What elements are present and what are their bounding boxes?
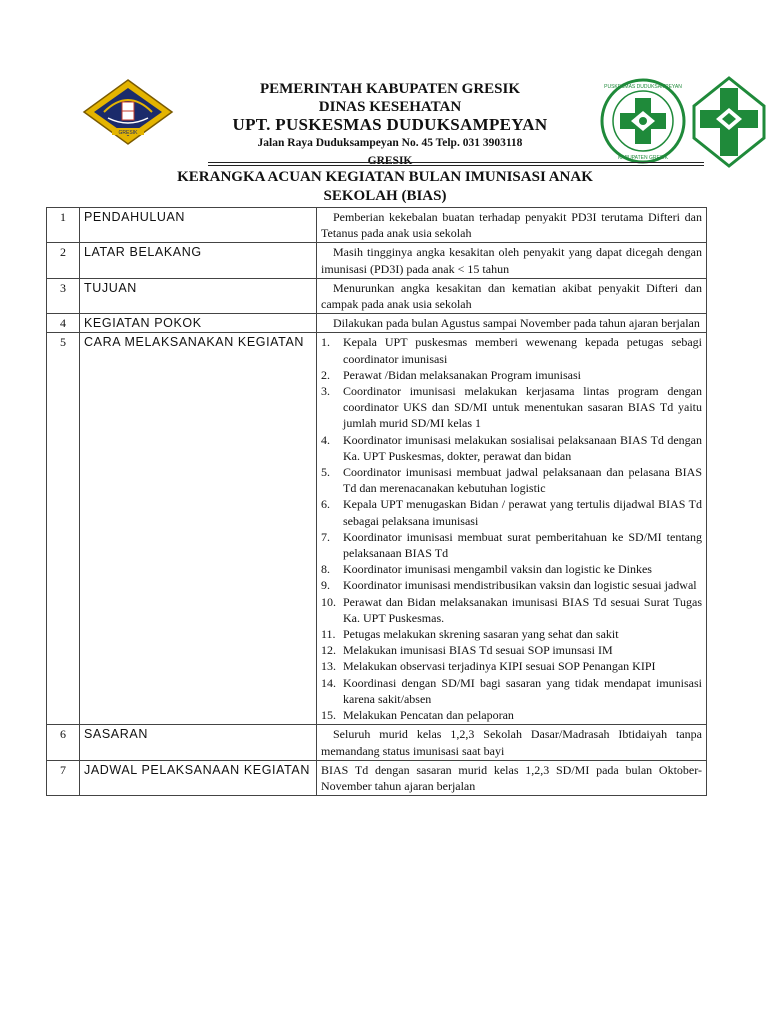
list-item: [321, 432, 702, 464]
step-text: Perawat dan Bidan melaksanakan imunisasi BIAS Td sesuai Surat Tugas Ka. UPT Puskesmas.: [343, 594, 702, 625]
step-number: 14.: [321, 675, 336, 690]
row-number: 3: [47, 278, 80, 313]
list-item: [321, 383, 702, 432]
header-divider-thin: [208, 165, 704, 166]
kak-table: [46, 207, 707, 796]
step-number: 9.: [321, 578, 330, 593]
row-content: Seluruh murid kelas 1,2,3 Sekolah Dasar/Madrasah Ibtidaiyah tanpa memandang status imunisasi saat bayi: [317, 725, 707, 760]
step-number: 10.: [321, 594, 336, 609]
row-number: 4: [47, 314, 80, 333]
row-content: Masih tingginya angka kesakitan oleh penyakit yang dapat dicegah dengan imunisasi (PD3I) pada anak < 15 tahun: [317, 243, 707, 278]
row-label: JADWAL PELAKSANAAN KEGIATAN: [80, 760, 317, 795]
letterhead: [180, 80, 600, 170]
table-row: [47, 278, 707, 313]
puskesmas-cross-logo: [692, 76, 766, 168]
row-content: Pemberian kekebalan buatan terhadap penyakit PD3I terutama Difteri dan Tetanus pada anak usia sekolah: [317, 208, 707, 243]
step-number: 3.: [321, 384, 330, 399]
puskesmas-name: UPT. PUSKESMAS DUDUKSAMPEYAN: [232, 115, 548, 134]
list-item: [321, 675, 702, 707]
step-text: Koordinator imunisasi membuat surat pemberitahuan ke SD/MI tentang pelaksanaan BIAS Td: [343, 529, 702, 561]
row-number: 2: [47, 243, 80, 278]
list-item: [321, 658, 702, 674]
step-number: 7.: [321, 529, 330, 544]
step-text: Petugas melakukan skrening sasaran yang sehat dan sakit: [343, 627, 619, 642]
row-content: Menurunkan angka kesakitan dan kematian akibat penyakit Difteri dan campak pada anak usia sekolah: [317, 278, 707, 313]
step-number: 5.: [321, 465, 330, 480]
document-title: [100, 168, 670, 206]
list-item: [321, 367, 702, 383]
step-number: 6.: [321, 497, 330, 512]
table-row: [47, 314, 707, 333]
list-item: [321, 561, 702, 577]
step-number: 13.: [321, 659, 336, 674]
table-row: [47, 243, 707, 278]
step-text: Melakukan imunisasi BIAS Td sesuai SOP imunsasi IM: [343, 643, 613, 658]
list-item: [321, 707, 702, 723]
step-text: Koordinator imunisasi melakukan sosialisai pelaksanaan BIAS Td dengan Ka. UPT Puskesmas, dokter, perawat dan bidan: [343, 432, 702, 463]
row-label: TUJUAN: [80, 278, 317, 313]
table-row: [47, 208, 707, 243]
list-item: [321, 626, 702, 642]
table-row: [47, 333, 707, 725]
row-label: SASARAN: [80, 725, 317, 760]
address: Jalan Raya Duduksampeyan No. 45 Telp. 031 3903118: [257, 137, 523, 149]
list-item: [321, 594, 702, 626]
gresik-emblem-logo: [82, 78, 174, 146]
list-item: [321, 529, 702, 561]
list-item: [321, 642, 702, 658]
step-number: 12.: [321, 643, 336, 658]
row-label: CARA MELAKSANAKAN KEGIATAN: [80, 333, 317, 725]
list-item: [321, 464, 702, 496]
list-item: [321, 577, 702, 593]
row-label: LATAR BELAKANG: [80, 243, 317, 278]
row-number: 5: [47, 333, 80, 725]
step-number: 8.: [321, 562, 330, 577]
row-number: 7: [47, 760, 80, 795]
procedure-steps: [321, 334, 702, 723]
row-content: [317, 333, 707, 725]
step-text: Kepala UPT menugaskan Bidan / perawat yang tertulis dijadwal BIAS Td sebagai pelaksana imunisasi: [343, 497, 702, 528]
puskesmas-seal-logo: [600, 78, 686, 164]
row-content: Dilakukan pada bulan Agustus sampai November pada tahun ajaran berjalan: [317, 314, 707, 333]
table-row: [47, 760, 707, 795]
step-text: Koordinator imunisasi mendistribusikan vaksin dan logistic sesuai jadwal: [343, 578, 697, 593]
step-text: Koordinasi dengan SD/MI bagi sasaran yang tidak mendapat imunisasi karena sakit/absen: [343, 675, 702, 706]
step-text: Melakukan observasi terjadinya KIPI sesuai SOP Penangan KIPI: [343, 659, 656, 674]
step-text: Perawat /Bidan melaksanakan Program imunisasi: [343, 367, 581, 382]
row-number: 6: [47, 725, 80, 760]
seal-bottom-text: KABUPATEN GRESIK: [618, 155, 668, 161]
step-text: Kepala UPT puskesmas memberi wewenang kepada petugas sebagi coordinator imunisasi: [343, 335, 702, 366]
title-line-2: SEKOLAH (BIAS): [323, 188, 447, 204]
department-name: DINAS KESEHATAN: [318, 99, 462, 115]
step-text: Coordinator imunisasi melakukan kerjasama lintas program dengan coordinator UKS dan SD/MI untuk menentukan sasaran BIAS Td yaitu jumlah murid SD/MI kelas 1: [343, 384, 702, 431]
step-number: 15.: [321, 708, 336, 723]
seal-top-text: PUSKESMAS DUDUKSAMPEYAN: [604, 84, 682, 90]
table-row: [47, 725, 707, 760]
title-line-1: KERANGKA ACUAN KEGIATAN BULAN IMUNISASI ANAK: [177, 169, 593, 185]
step-number: 11.: [321, 627, 336, 642]
step-number: 2.: [321, 367, 330, 382]
step-number: 1.: [321, 335, 330, 350]
step-text: Melakukan Pencatan dan pelaporan: [343, 708, 514, 723]
city: GRESIK: [367, 155, 413, 167]
row-number: 1: [47, 208, 80, 243]
row-label: KEGIATAN POKOK: [80, 314, 317, 333]
step-text: Koordinator imunisasi mengambil vaksin dan logistic ke Dinkes: [343, 562, 652, 577]
step-number: 4.: [321, 432, 330, 447]
step-text: Coordinator imunisasi membuat jadwal pelaksanaan dan pelasana BIAS Td dan merenacanakan kebutuhan logistic: [343, 465, 702, 496]
header-divider: [208, 162, 704, 163]
row-content: BIAS Td dengan sasaran murid kelas 1,2,3 SD/MI pada bulan Oktober-November tahun ajaran berjalan: [317, 760, 707, 795]
emblem-text: GRESIK: [118, 130, 138, 136]
row-label: PENDAHULUAN: [80, 208, 317, 243]
list-item: [321, 334, 702, 366]
list-item: [321, 496, 702, 528]
government-name: PEMERINTAH KABUPATEN GRESIK: [259, 81, 521, 97]
